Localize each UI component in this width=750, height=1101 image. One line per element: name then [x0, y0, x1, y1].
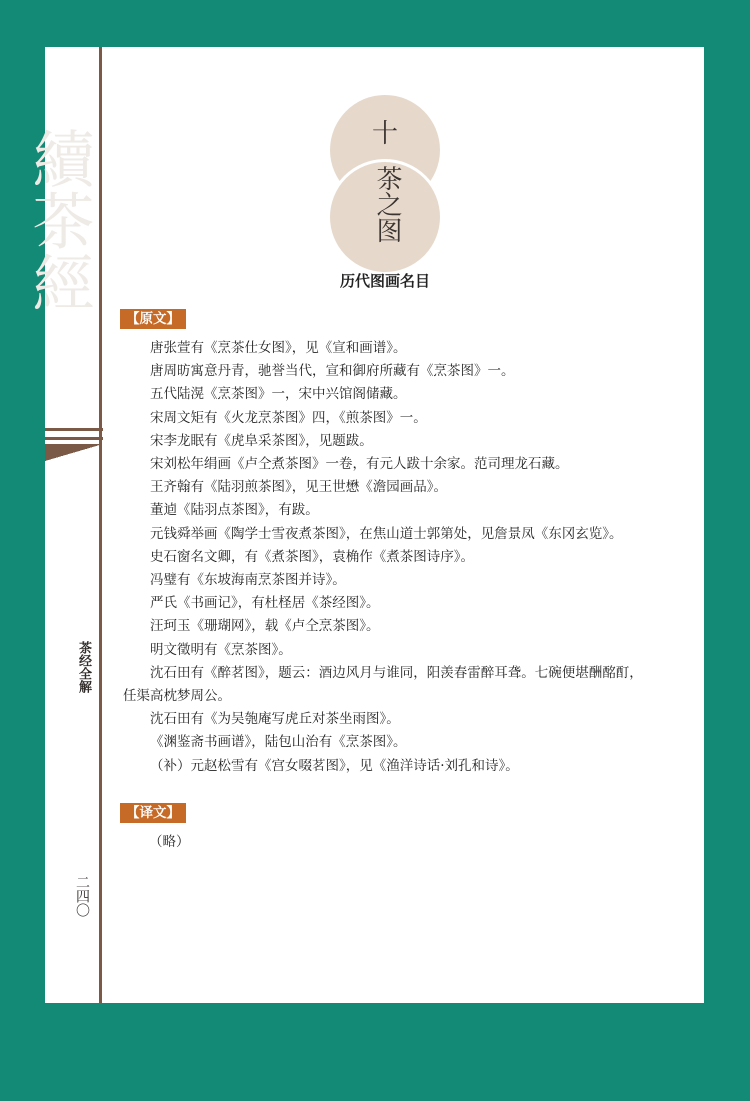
paragraph: 明文徵明有《烹茶图》。 — [150, 641, 292, 658]
paragraph: 《渊鉴斋书画谱》，陆包山治有《烹茶图》。 — [150, 734, 407, 751]
translation-label: 【译文】 — [120, 803, 186, 823]
original-text-body — [123, 337, 653, 778]
paragraph: 沈石田有《为吴匏庵写虎丘对茶坐雨图》。 — [150, 711, 400, 728]
paragraph: 沈石田有《醉茗图》，题云：酒边风月与谁同，阳羡春雷醉耳聋。七碗便堪酬酩酊，任渠高枕梦周公。 — [123, 664, 643, 705]
paragraph: 严氏《书画记》，有杜柽居《茶经图》。 — [150, 595, 380, 612]
chapter-title: 茶之图 — [372, 165, 402, 243]
translation-text: （略） — [149, 834, 190, 850]
paragraph: 宋刘松年绢画《卢仝煮茶图》一卷，有元人跋十余家。范司理龙石藏。 — [150, 456, 569, 473]
paragraph: 唐周昉寓意丹青，驰誉当代，宣和御府所藏有《烹茶图》一。 — [150, 363, 515, 380]
margin-rule — [99, 47, 102, 1003]
page-number: 二四〇 — [74, 875, 90, 917]
paragraph: 王齐翰有《陆羽煎茶图》，见王世懋《澹园画品》。 — [150, 479, 447, 496]
chapter-number: 十 — [371, 119, 398, 149]
paragraph: （补）元赵松雪有《宫女啜茗图》，见《渔洋诗话·刘孔和诗》。 — [150, 757, 519, 774]
paragraph: 董逌《陆羽点茶图》，有跋。 — [150, 502, 319, 519]
margin-band-wedge — [45, 444, 103, 461]
margin-band-middle — [45, 437, 103, 440]
running-book-title: 茶经全解 — [76, 641, 91, 693]
paragraph: 五代陆滉《烹茶图》一，宋中兴馆阁储藏。 — [150, 386, 407, 403]
original-text-label: 【原文】 — [120, 309, 186, 329]
paragraph: 史石窗名文卿，有《煮茶图》，袁桷作《煮茶图诗序》。 — [150, 548, 474, 565]
book-page — [22, 47, 704, 1003]
paragraph: 冯璧有《东坡海南烹茶图并诗》。 — [150, 572, 346, 589]
chapter-subtitle: 历代图画名目 — [339, 272, 430, 290]
paragraph: 宋李龙眠有《虎阜采茶图》，见题跋。 — [150, 432, 373, 449]
paragraph: 宋周文矩有《火龙烹茶图》四，《煎茶图》一。 — [150, 409, 427, 426]
paragraph: 汪珂玉《珊瑚网》，载《卢仝烹茶图》。 — [150, 618, 380, 635]
paragraph: 元钱舜举画《陶学士雪夜煮茶图》，在焦山道士郭第处，见詹景凤《东冈玄览》。 — [150, 525, 623, 542]
margin-band-top — [45, 428, 103, 431]
paragraph: 唐张萱有《烹茶仕女图》，见《宣和画谱》。 — [150, 340, 407, 356]
watermark-title: 續茶經 — [22, 127, 95, 313]
